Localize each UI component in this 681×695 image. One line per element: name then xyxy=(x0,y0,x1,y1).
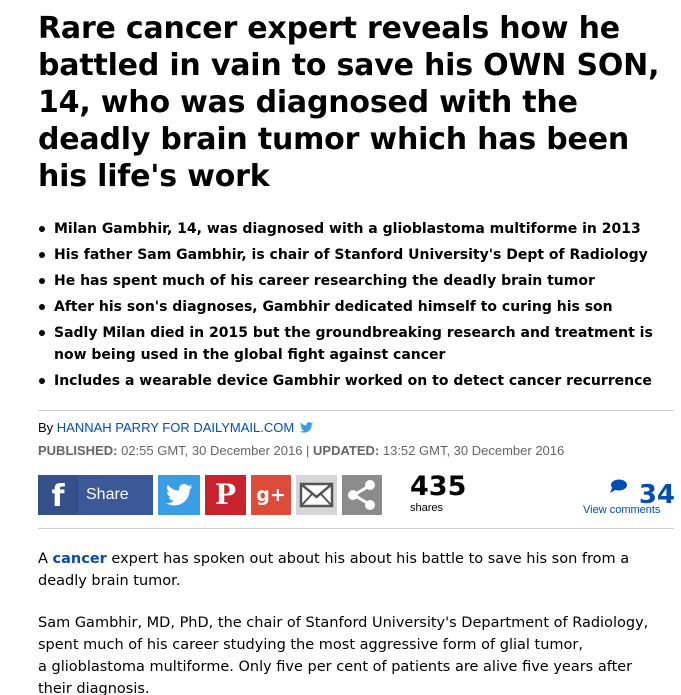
paragraph xyxy=(38,548,678,592)
email-share-button[interactable] xyxy=(296,475,337,515)
headline-line: Rare cancer expert reveals how he xyxy=(38,11,620,46)
headline-line: deadly brain tumor which has been xyxy=(38,122,629,157)
bullet-dot xyxy=(39,378,45,384)
bullet-item xyxy=(38,322,674,366)
share-count xyxy=(410,473,480,514)
paragraph-line: their diagnosis. xyxy=(38,681,150,695)
comment-bubble-icon xyxy=(609,479,627,493)
bullet-text: Includes a wearable device Gambhir worked on to detect cancer recurrence xyxy=(54,373,652,389)
paragraph-line xyxy=(38,548,678,570)
comments-link[interactable] xyxy=(575,474,675,518)
bullet-dot xyxy=(39,252,45,258)
divider xyxy=(38,528,674,529)
bullet-text: now being used in the global fight against cancer xyxy=(54,347,446,363)
twitter-share-button[interactable] xyxy=(158,475,200,515)
share-count-number: 435 xyxy=(410,471,467,502)
email-icon xyxy=(296,475,337,515)
headline xyxy=(38,10,668,195)
updated-value: 13:52 GMT, 30 December 2016 xyxy=(379,443,565,458)
summary-bullets xyxy=(38,218,674,396)
google-plus-share-button[interactable] xyxy=(251,475,291,515)
publish-dates xyxy=(38,443,564,458)
bullet-dot xyxy=(39,304,45,310)
paragraph-line: deadly brain tumor. xyxy=(38,573,181,589)
share-count-label: shares xyxy=(410,502,444,514)
bullet-text: Sadly Milan died in 2015 but the groundbreaking research and treatment is xyxy=(54,325,653,341)
byline xyxy=(38,420,313,435)
paragraph-text: expert has spoken out about his about his battle to save his son from a xyxy=(106,551,630,567)
bullet-text: His father Sam Gambhir, is chair of Stanford University's Dept of Radiology xyxy=(54,247,648,263)
twitter-icon[interactable] xyxy=(300,422,313,433)
bullet-dot xyxy=(39,278,45,284)
more-share-button[interactable] xyxy=(342,475,382,515)
cancer-topic-link[interactable]: cancer xyxy=(52,551,107,567)
view-comments-label: View comments xyxy=(583,504,661,516)
bullet-item xyxy=(38,370,674,392)
bullet-text: Milan Gambhir, 14, was diagnosed with a glioblastoma multiforme in 2013 xyxy=(54,221,641,237)
bullet-dot xyxy=(39,330,45,336)
comments-count: 34 xyxy=(638,480,675,510)
paragraph-line: a glioblastoma multiforme. Only five per cent of patients are alive five years after xyxy=(38,659,633,675)
bullet-item xyxy=(38,270,674,292)
share-icon xyxy=(342,475,382,515)
divider xyxy=(38,410,674,411)
bullet-text: After his son's diagnoses, Gambhir dedicated himself to curing his son xyxy=(54,299,613,315)
pinterest-icon: P xyxy=(214,478,237,511)
paragraph xyxy=(38,612,678,695)
facebook-share-label: Share xyxy=(86,486,129,503)
paragraph-line: spent much of his career studying the most aggressive form of glial tumor, xyxy=(38,637,583,653)
author-link[interactable]: HANNAH PARRY FOR DAILYMAIL.COM xyxy=(56,420,295,435)
bullet-text: He has spent much of his career researching the deadly brain tumor xyxy=(54,273,595,289)
updated-label: UPDATED: xyxy=(313,443,380,458)
headline-line: his life's work xyxy=(38,159,270,194)
facebook-share-button[interactable] xyxy=(38,475,153,515)
paragraph-line: Sam Gambhir, MD, PhD, the chair of Stanford University's Department of Radiology, xyxy=(38,615,649,631)
google-plus-icon: g+ xyxy=(256,484,286,506)
bullet-item xyxy=(38,218,674,240)
published-value: 02:55 GMT, 30 December 2016 | xyxy=(117,443,314,458)
bullet-item xyxy=(38,296,674,318)
bullet-dot xyxy=(39,226,45,232)
pinterest-share-button[interactable] xyxy=(205,475,246,515)
paragraph-text: A xyxy=(38,551,53,567)
twitter-icon xyxy=(158,475,200,515)
headline-line: battled in vain to save his OWN SON, xyxy=(38,48,660,83)
bullet-item xyxy=(38,244,674,266)
byline-prefix: By xyxy=(38,420,57,435)
published-label: PUBLISHED: xyxy=(38,443,118,458)
facebook-icon: f xyxy=(38,475,78,515)
headline-line: 14, who was diagnosed with the xyxy=(38,85,578,120)
